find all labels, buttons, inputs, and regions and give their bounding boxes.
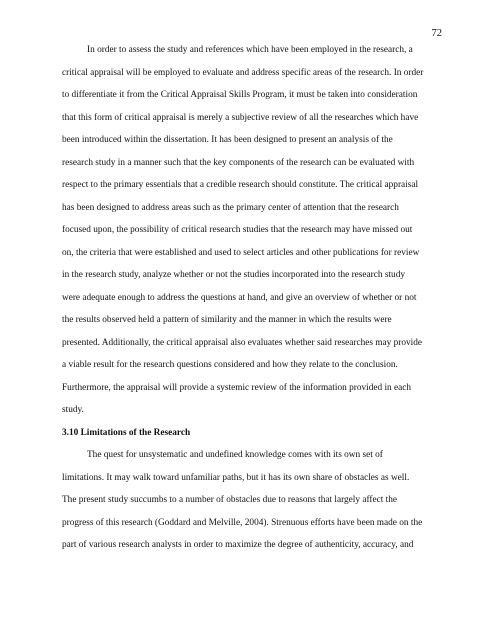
text-line: a viable result for the research questions considered and how they relate to the conclusion.: [62, 360, 398, 370]
document-body: [62, 39, 439, 557]
text-line: the results observed held a pattern of similarity and the manner in which the results were: [62, 315, 392, 325]
text-line: limitations. It may walk toward unfamiliar paths, but it has its own share of obstacles as well.: [62, 472, 410, 483]
text-line: that this form of critical appraisal is merely a subjective review of all the researches which have: [62, 112, 419, 123]
text-line: on, the criteria that were established and used to select articles and other publications for review: [62, 247, 420, 258]
paragraph-limitations: [62, 444, 439, 557]
text-line: in the research study, analyze whether or not the studies incorporated into the research study: [62, 270, 406, 280]
text-line: study.: [62, 405, 84, 415]
text-line: The quest for unsystematic and undefined knowledge comes with its own set of: [87, 450, 383, 460]
text-line: In order to assess the study and references which have been employed in the research, a: [87, 45, 413, 55]
text-line: part of various research analysts in order to maximize the degree of authenticity, accuracy, and: [62, 540, 414, 550]
page-number: 72: [431, 28, 442, 39]
section-heading: 3.10 Limitations of the Research: [62, 427, 191, 438]
text-line: progress of this research (Goddard and Melville, 2004). Strenuous efforts have been made on the: [62, 517, 423, 528]
text-line: research study in a manner such that the key components of the research can be evaluated with: [62, 157, 415, 168]
paragraph-critical-appraisal: [62, 39, 439, 422]
text-line: been introduced within the dissertation. It has been designed to present an analysis of the: [62, 135, 393, 145]
text-line: has been designed to address areas such as the primary center of attention that the research: [62, 202, 399, 213]
text-line: respect to the primary essentials that a credible research should constitute. The critical appraisal: [62, 180, 419, 190]
text-line: critical appraisal will be employed to evaluate and address specific areas of the research. In order: [62, 67, 424, 78]
text-line: The present study succumbs to a number of obstacles due to reasons that largely affect the: [62, 495, 398, 505]
text-line: focused upon, the possibility of critical research studies that the research may have missed out: [62, 225, 413, 235]
text-line: to differentiate it from the Critical Appraisal Skills Program, it must be taken into consideration: [62, 90, 418, 100]
text-line: presented. Additionally, the critical appraisal also evaluates whether said researches may provide: [62, 337, 423, 348]
text-line: were adequate enough to address the questions at hand, and give an overview of whether or not: [62, 292, 417, 303]
text-line: Furthermore, the appraisal will provide a systemic review of the information provided in each: [62, 382, 412, 393]
